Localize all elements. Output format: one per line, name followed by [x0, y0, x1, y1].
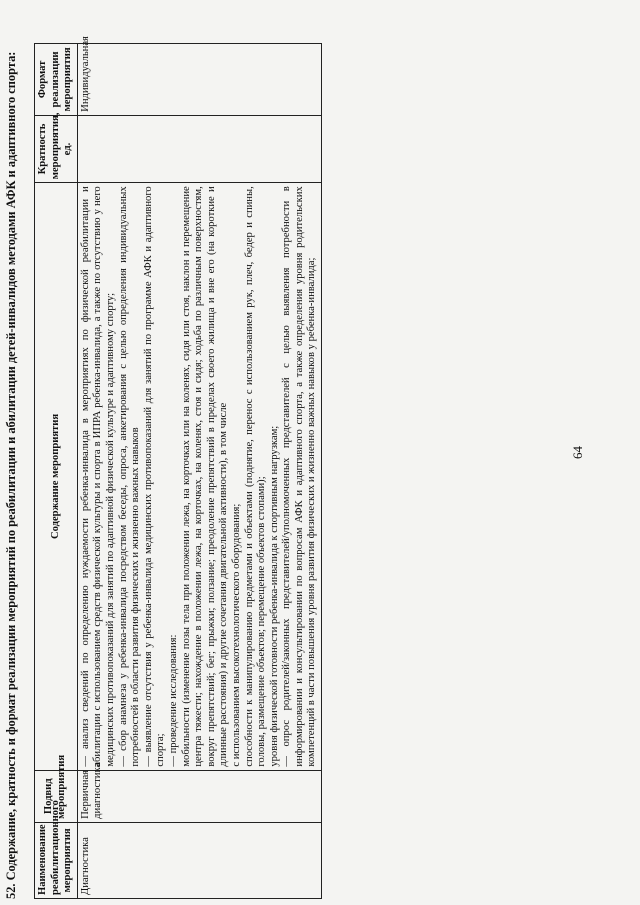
header-sub: Подвид мероприятия: [35, 770, 78, 822]
cell-multiplicity: [77, 115, 321, 182]
header-format: Формат реализации мероприятия: [35, 44, 78, 116]
content-item: с использованием высокотехнологического оборудования;: [230, 503, 242, 767]
content-item: — проведение исследования:: [167, 634, 179, 767]
content-item: способности к манипулированию предметами и объектами (поднятие, перенос с использованием рук, плеч, бедер и спины, головы, размещение объектов; перемещение объектов стопами);: [243, 186, 268, 767]
content-item: — анализ сведений по определению нуждаемости ребенка-инвалида в мероприятиях по физической реабилитации и абилитации с использованием средств физической культуры и спорта в ИПРА ребенка-инвалида, а также по отсутствию у него медицинских противопоказаний для занятий по адаптивной физической культуре и адаптивному спорту;: [79, 186, 116, 767]
cell-content: [77, 183, 321, 770]
content-item: уровня физической готовности ребенка-инвалида к спортивным нагрузкам;: [268, 425, 280, 767]
cell-format: Индивидуальная: [77, 44, 321, 116]
cell-sub: Первичная диагностика: [77, 770, 321, 822]
content-item: — сбор анамнеза у ребенка-инвалида посредством беседы, опроса, анкетирования с целью определения индивидуальных потребностей в области развития физических и жизненно важных навыков: [117, 186, 142, 767]
cell-name: Диагностика: [77, 822, 321, 898]
content-item: мобильности (изменение позы тела при положении лежа, на корточках или на коленях, сидя или стоя, наклон и перемещение центра тяжести; нахождение в положении лежа, на корточках, на коленях, стоя и сидя; ходьба по различным поверхностям, вокруг препятствий; бег; прыжки; ползание; преодоление препятствий в пределах своего жилища и вне его (на короткие и длинные расстояния) и другие сочетания двигательной активности), в том числе: [180, 186, 230, 767]
page-number: 64: [570, 446, 585, 459]
measures-table: [34, 36, 322, 899]
table-caption: 52. Содержание, кратность и формат реализации мероприятий по реабилитации и абилитации детей-инвалидов методами АФК и адаптивного спорта:: [4, 51, 18, 899]
header-multiplicity: Кратность мероприятия, ед.: [35, 115, 78, 182]
content-item: — выявление отсутствия у ребенка-инвалида медицинских противопоказаний для занятий по программе АФК и адаптивного спорта;: [142, 186, 167, 767]
content-item: — опрос родителей/законных представителей/уполномоченных представителей с целью выявления потребности в информировании и консультировании по вопросам АФК и адаптивного спорта, а также определения уровня родительских компетенций в части повышения уровня развития физических и жизненно важных навыков у ребенка-инвалида;: [281, 186, 318, 767]
table-row: [77, 44, 321, 899]
table-header-row: [35, 44, 78, 899]
header-content: Содержание мероприятия: [35, 183, 78, 770]
header-name: Наименование реабилитационного мероприятия: [35, 822, 78, 898]
